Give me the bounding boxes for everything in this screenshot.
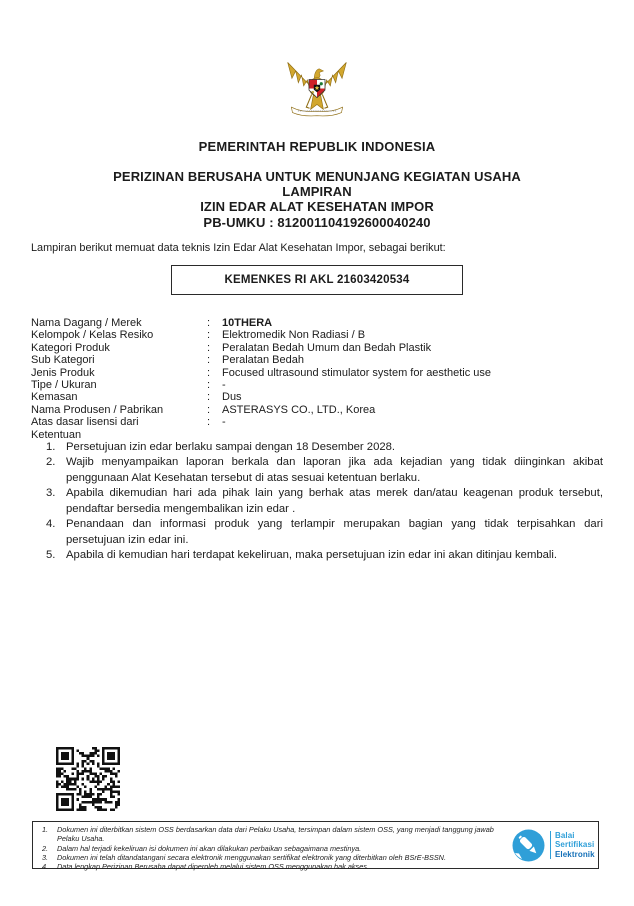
- footer-note-text: Dokumen ini diterbitkan sistem OSS berdasarkan data dari Pelaku Usaha, tersimpan dalam sistem OSS, yang menjadi tanggung jawab Pelaku Usaha.: [57, 825, 494, 844]
- footer-note-number: 4.: [42, 862, 49, 872]
- field-colon: :: [207, 329, 211, 342]
- ketentuan-item: [31, 440, 603, 455]
- intro-text: Lampiran berikut memuat data teknis Izin Edar Alat Kesehatan Impor, sebagai berikut:: [31, 242, 446, 254]
- footer-note-number: 2.: [42, 843, 49, 853]
- field-label: Tipe / Ukuran: [31, 379, 97, 392]
- bsre-logo-line2: Sertifikasi: [555, 840, 595, 850]
- field-label: Kategori Produk: [31, 341, 110, 354]
- field-label: Kemasan: [31, 391, 78, 404]
- field-value: -: [222, 416, 226, 429]
- ketentuan-item-text: Wajib menyampaikan laporan berkala dan laporan jika ada kejadian yang tidak diinginkan akibat penggunaan Alat Kesehatan tersebut di atas sesuai ketentuan berlaku.: [66, 456, 603, 484]
- field-label: Sub Kategori: [31, 354, 95, 367]
- pb-umku-number-line: PB-UMKU : 812001104192600040240: [203, 214, 431, 230]
- ketentuan-item-number: 1.: [46, 441, 56, 453]
- field-row: [31, 379, 604, 391]
- fields-list: [31, 317, 604, 441]
- field-row: [31, 367, 604, 379]
- field-colon: :: [207, 354, 211, 367]
- ketentuan-item-text: Penandaan dan informasi produk yang terlampir merupakan bagian yang tidak terpisahkan dari persetujuan izin edar ini.: [66, 518, 603, 546]
- ketentuan-list: [31, 440, 603, 564]
- permit-title-line: PERIZINAN BERUSAHA UNTUK MENUNJANG KEGIATAN USAHA: [113, 169, 521, 184]
- field-row: [31, 354, 604, 366]
- footer-note-text: Data lengkap Perizinan Berusaha dapat diperoleh melalui sistem OSS menggunakan hak akses.: [57, 862, 369, 872]
- field-colon: :: [207, 341, 211, 354]
- field-value: Focused ultrasound stimulator system for aesthetic use: [222, 366, 492, 379]
- footer-note-text: Dokumen ini telah ditandatangani secara elektronik menggunakan sertifikat elektronik yang diterbitkan oleh BSrE-BSSN.: [57, 852, 446, 862]
- ketentuan-item: [31, 486, 603, 517]
- ketentuan-item-number: 2.: [46, 456, 56, 469]
- field-value: ASTERASYS CO., LTD., Korea: [222, 403, 376, 416]
- field-value: Peralatan Bedah: [222, 354, 304, 367]
- field-value: Dus: [222, 391, 242, 404]
- ketentuan-item-text: Apabila dikemudian hari ada pihak lain yang berhak atas merek dan/atau keagenan produk tersebut, pendaftar bersedia mengembalikan izin edar .: [66, 487, 603, 515]
- footer-note: [35, 825, 508, 844]
- ketentuan-item-number: 4.: [46, 518, 56, 531]
- qr-code: [56, 747, 120, 811]
- bsre-logo-line3: Elektronik: [555, 849, 595, 859]
- field-colon: :: [207, 317, 211, 329]
- field-row: [31, 404, 604, 416]
- ketentuan-item-text: Apabila di kemudian hari terdapat kekeliruan, maka persetujuan izin edar ini akan ditinjau kembali.: [66, 549, 558, 562]
- ketentuan-item: [31, 517, 603, 548]
- bsre-logo-text: [550, 831, 595, 859]
- field-row: [31, 416, 604, 428]
- bsre-logo: [512, 822, 598, 868]
- footer-note: [35, 853, 508, 862]
- footer-notes: [33, 822, 512, 872]
- footer-note: [35, 862, 508, 871]
- bsre-logo-line1: Balai: [555, 831, 575, 841]
- ketentuan-item-text: Persetujuan izin edar berlaku sampai dengan 18 Desember 2028.: [66, 441, 396, 453]
- field-row: [31, 317, 604, 329]
- ketentuan-item: [31, 455, 603, 486]
- lampiran-title-line: LAMPIRAN: [282, 184, 352, 200]
- field-colon: :: [207, 403, 211, 416]
- field-row: [31, 391, 604, 403]
- field-value: Elektromedik Non Radiasi / B: [222, 329, 366, 342]
- field-label: Nama Produsen / Pabrikan: [31, 403, 164, 416]
- footer-disclaimer-box: [32, 821, 599, 872]
- ketentuan-item-number: 3.: [46, 487, 56, 500]
- field-label: Kelompok / Kelas Resiko: [31, 329, 154, 342]
- field-colon: :: [207, 379, 211, 392]
- ketentuan-heading: Ketentuan: [31, 428, 82, 441]
- footer-note-text: Dalam hal terjadi kekeliruan isi dokumen ini akan dilakukan perbaikan sebagaimana mestinya.: [57, 843, 362, 853]
- field-colon: :: [207, 366, 211, 379]
- field-label: Atas dasar lisensi dari: [31, 416, 139, 429]
- government-title: PEMERINTAH REPUBLIK INDONESIA: [198, 139, 436, 154]
- electronic-signature-pen-icon: [512, 829, 545, 862]
- document-title-block: [0, 169, 634, 230]
- field-colon: :: [207, 391, 211, 404]
- field-label: Nama Dagang / Merek: [31, 317, 142, 329]
- izin-edar-title-line: IZIN EDAR ALAT KESEHATAN IMPOR: [200, 199, 434, 215]
- field-value: 10THERA: [222, 317, 273, 329]
- field-row: [31, 329, 604, 341]
- field-colon: :: [207, 416, 211, 429]
- footer-note-number: 1.: [42, 825, 49, 834]
- garuda-pancasila-emblem-icon: [285, 56, 349, 124]
- field-value: Peralatan Bedah Umum dan Bedah Plastik: [222, 341, 432, 354]
- field-value: -: [222, 379, 226, 392]
- akl-number: KEMENKES RI AKL 21603420534: [224, 274, 410, 286]
- akl-number-box: [171, 265, 463, 295]
- field-label: Jenis Produk: [31, 366, 95, 379]
- footer-note: [35, 844, 508, 853]
- footer-note-number: 3.: [42, 852, 49, 862]
- ketentuan-item-number: 5.: [46, 549, 56, 562]
- ketentuan-item: [31, 548, 603, 563]
- field-row: [31, 342, 604, 354]
